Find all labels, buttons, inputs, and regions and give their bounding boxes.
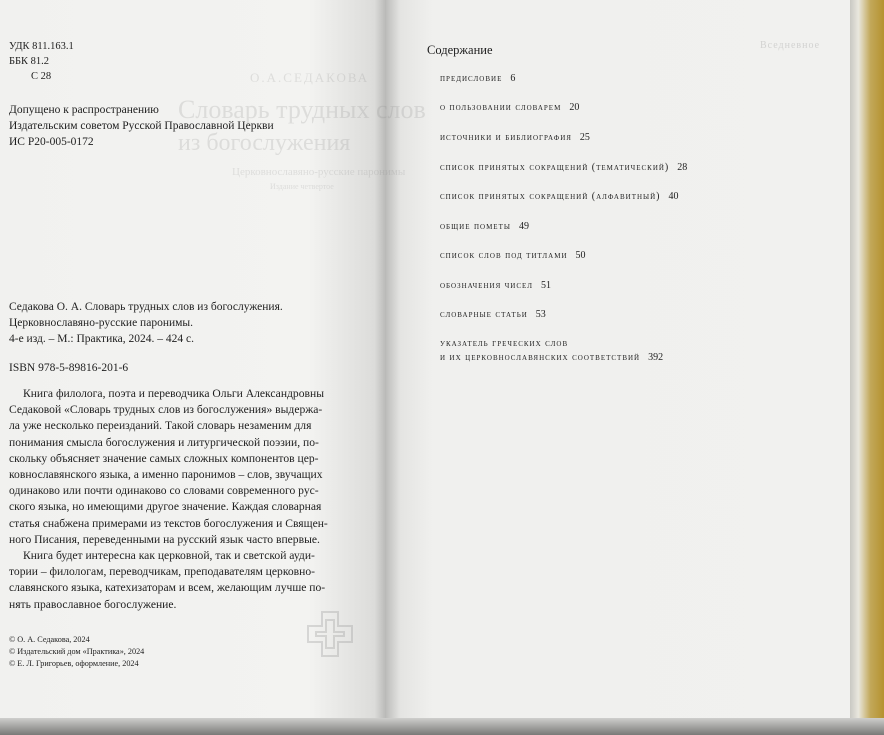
toc-entry[interactable]	[440, 308, 546, 322]
bottom-shadow	[0, 718, 884, 735]
publisher-logo-watermark	[300, 606, 360, 666]
annotation-line: нять православное богослужение.	[9, 597, 177, 611]
bibliography-line-1: Седакова О. А. Словарь трудных слов из богослужения.	[9, 301, 283, 313]
toc-entry-title: общие пометы	[440, 221, 511, 232]
annotation-line: скольку объясняет значение самых сложных компонентов цер-	[9, 451, 319, 465]
annotation-line: Седаковой «Словарь трудных слов из богослужения» выдержа-	[9, 403, 323, 417]
annotation-line: тории – филологам, переводчикам, преподавателям церковно-	[9, 565, 316, 579]
bbk-code: ББК 81.2	[9, 56, 50, 67]
isbn: ISBN 978-5-89816-201-6	[9, 362, 129, 374]
annotation-line: Книга филолога, поэта и переводчика Ольги Александровны	[23, 387, 324, 400]
toc-entry[interactable]	[440, 131, 590, 145]
show-through-title-2: из богослужения	[178, 130, 351, 156]
toc-entry[interactable]	[440, 101, 579, 115]
show-through-author: Ο.Α.СЕДАКОВА	[250, 70, 370, 85]
toc-entry-page: 25	[579, 132, 590, 143]
show-through-subtitle: Церковнославяно-русские паронимы	[232, 166, 406, 178]
show-through-title: Словарь трудных слов	[178, 95, 426, 124]
toc-entry-page: 40	[668, 191, 679, 202]
toc-entry-page: 51	[540, 280, 551, 291]
toc-entry-title: источники и библиография	[440, 132, 572, 143]
copyright-publisher: © Издательский дом «Практика», 2024	[9, 647, 145, 656]
approval-line-1: Допущено к распространению	[9, 104, 159, 116]
toc-entry[interactable]	[440, 161, 687, 175]
toc-entry-title: список принятых сокращений (алфавитный)	[440, 191, 661, 202]
toc-entry-page: 392	[648, 352, 664, 363]
annotation-line: ла уже несколько переизданий. Такой словарь незаменим для	[9, 419, 312, 433]
toc-entry-page: 28	[677, 162, 688, 173]
annotation-line: славянского языка, катехизаторам и всем, желающим лучше по-	[9, 581, 326, 595]
approval-line-3: ИС Р20-005-0172	[9, 136, 94, 148]
toc-entry-title: список слов под титлами	[440, 250, 568, 261]
toc-entry[interactable]	[440, 72, 515, 86]
copyright-author: © О. А. Седакова, 2024	[9, 635, 90, 644]
copyright-design: © Е. Л. Григорьев, оформление, 2024	[9, 659, 139, 668]
toc-entry-title: обозначения чисел	[440, 280, 533, 291]
toc-entry-page: 50	[575, 250, 586, 261]
toc-entry-title: словарные статьи	[440, 309, 528, 320]
toc-entry-page: 49	[518, 221, 529, 232]
annotation-line: Книга будет интересна как церковной, так и светской ауди-	[23, 549, 315, 563]
toc-entry[interactable]	[440, 337, 663, 365]
toc-entry-page: 53	[535, 309, 546, 320]
page-edge	[850, 0, 884, 735]
author-code: С 28	[31, 71, 52, 82]
approval-line-2: Издательским советом Русской Православной Церкви	[9, 120, 274, 132]
toc-entry-page: 6	[510, 73, 516, 84]
show-through-edition: Издание четвертое	[270, 182, 334, 191]
toc-entry-title: и их церковнославянских соответствий	[440, 352, 641, 363]
toc-entry[interactable]	[440, 249, 586, 263]
udk-code: УДК 811.163.1	[9, 41, 74, 52]
toc-title: Содержание	[427, 43, 493, 57]
toc-entry-title: о пользовании словарем	[440, 102, 562, 113]
toc-entry[interactable]	[440, 279, 551, 293]
annotation-line: ковнославянского языка, а именно паронимов – слов, звучащих	[9, 468, 323, 482]
annotation-line: ского языка, но имеющими другое значение. Каждая словарная	[9, 500, 322, 514]
annotation	[9, 386, 369, 613]
toc-entry-title: указатель греческих слов	[440, 338, 569, 349]
annotation-line: одинаково или почти одинаково со словами современного рус-	[9, 484, 319, 498]
toc-entry-title: список принятых сокращений (тематический)	[440, 162, 670, 173]
bibliography-line-3: 4-е изд. – М.: Практика, 2024. – 424 с.	[9, 333, 194, 345]
toc-entry[interactable]	[440, 190, 679, 204]
bibliography-line-2: Церковнославяно-русские паронимы.	[9, 317, 194, 329]
annotation-line: понимания смысла богослужения и литургической поэзии, по-	[9, 435, 319, 449]
toc-entry-page: 20	[569, 102, 580, 113]
toc-entry-title: предисловие	[440, 73, 503, 84]
annotation-line: статья снабжена примерами из текстов богослужения и Священ-	[9, 516, 328, 530]
toc-entry[interactable]	[440, 220, 529, 234]
show-through-running-head: Вседневное	[760, 40, 821, 51]
annotation-line: ного Писания, переведенными на русский язык часто впервые.	[9, 532, 320, 546]
